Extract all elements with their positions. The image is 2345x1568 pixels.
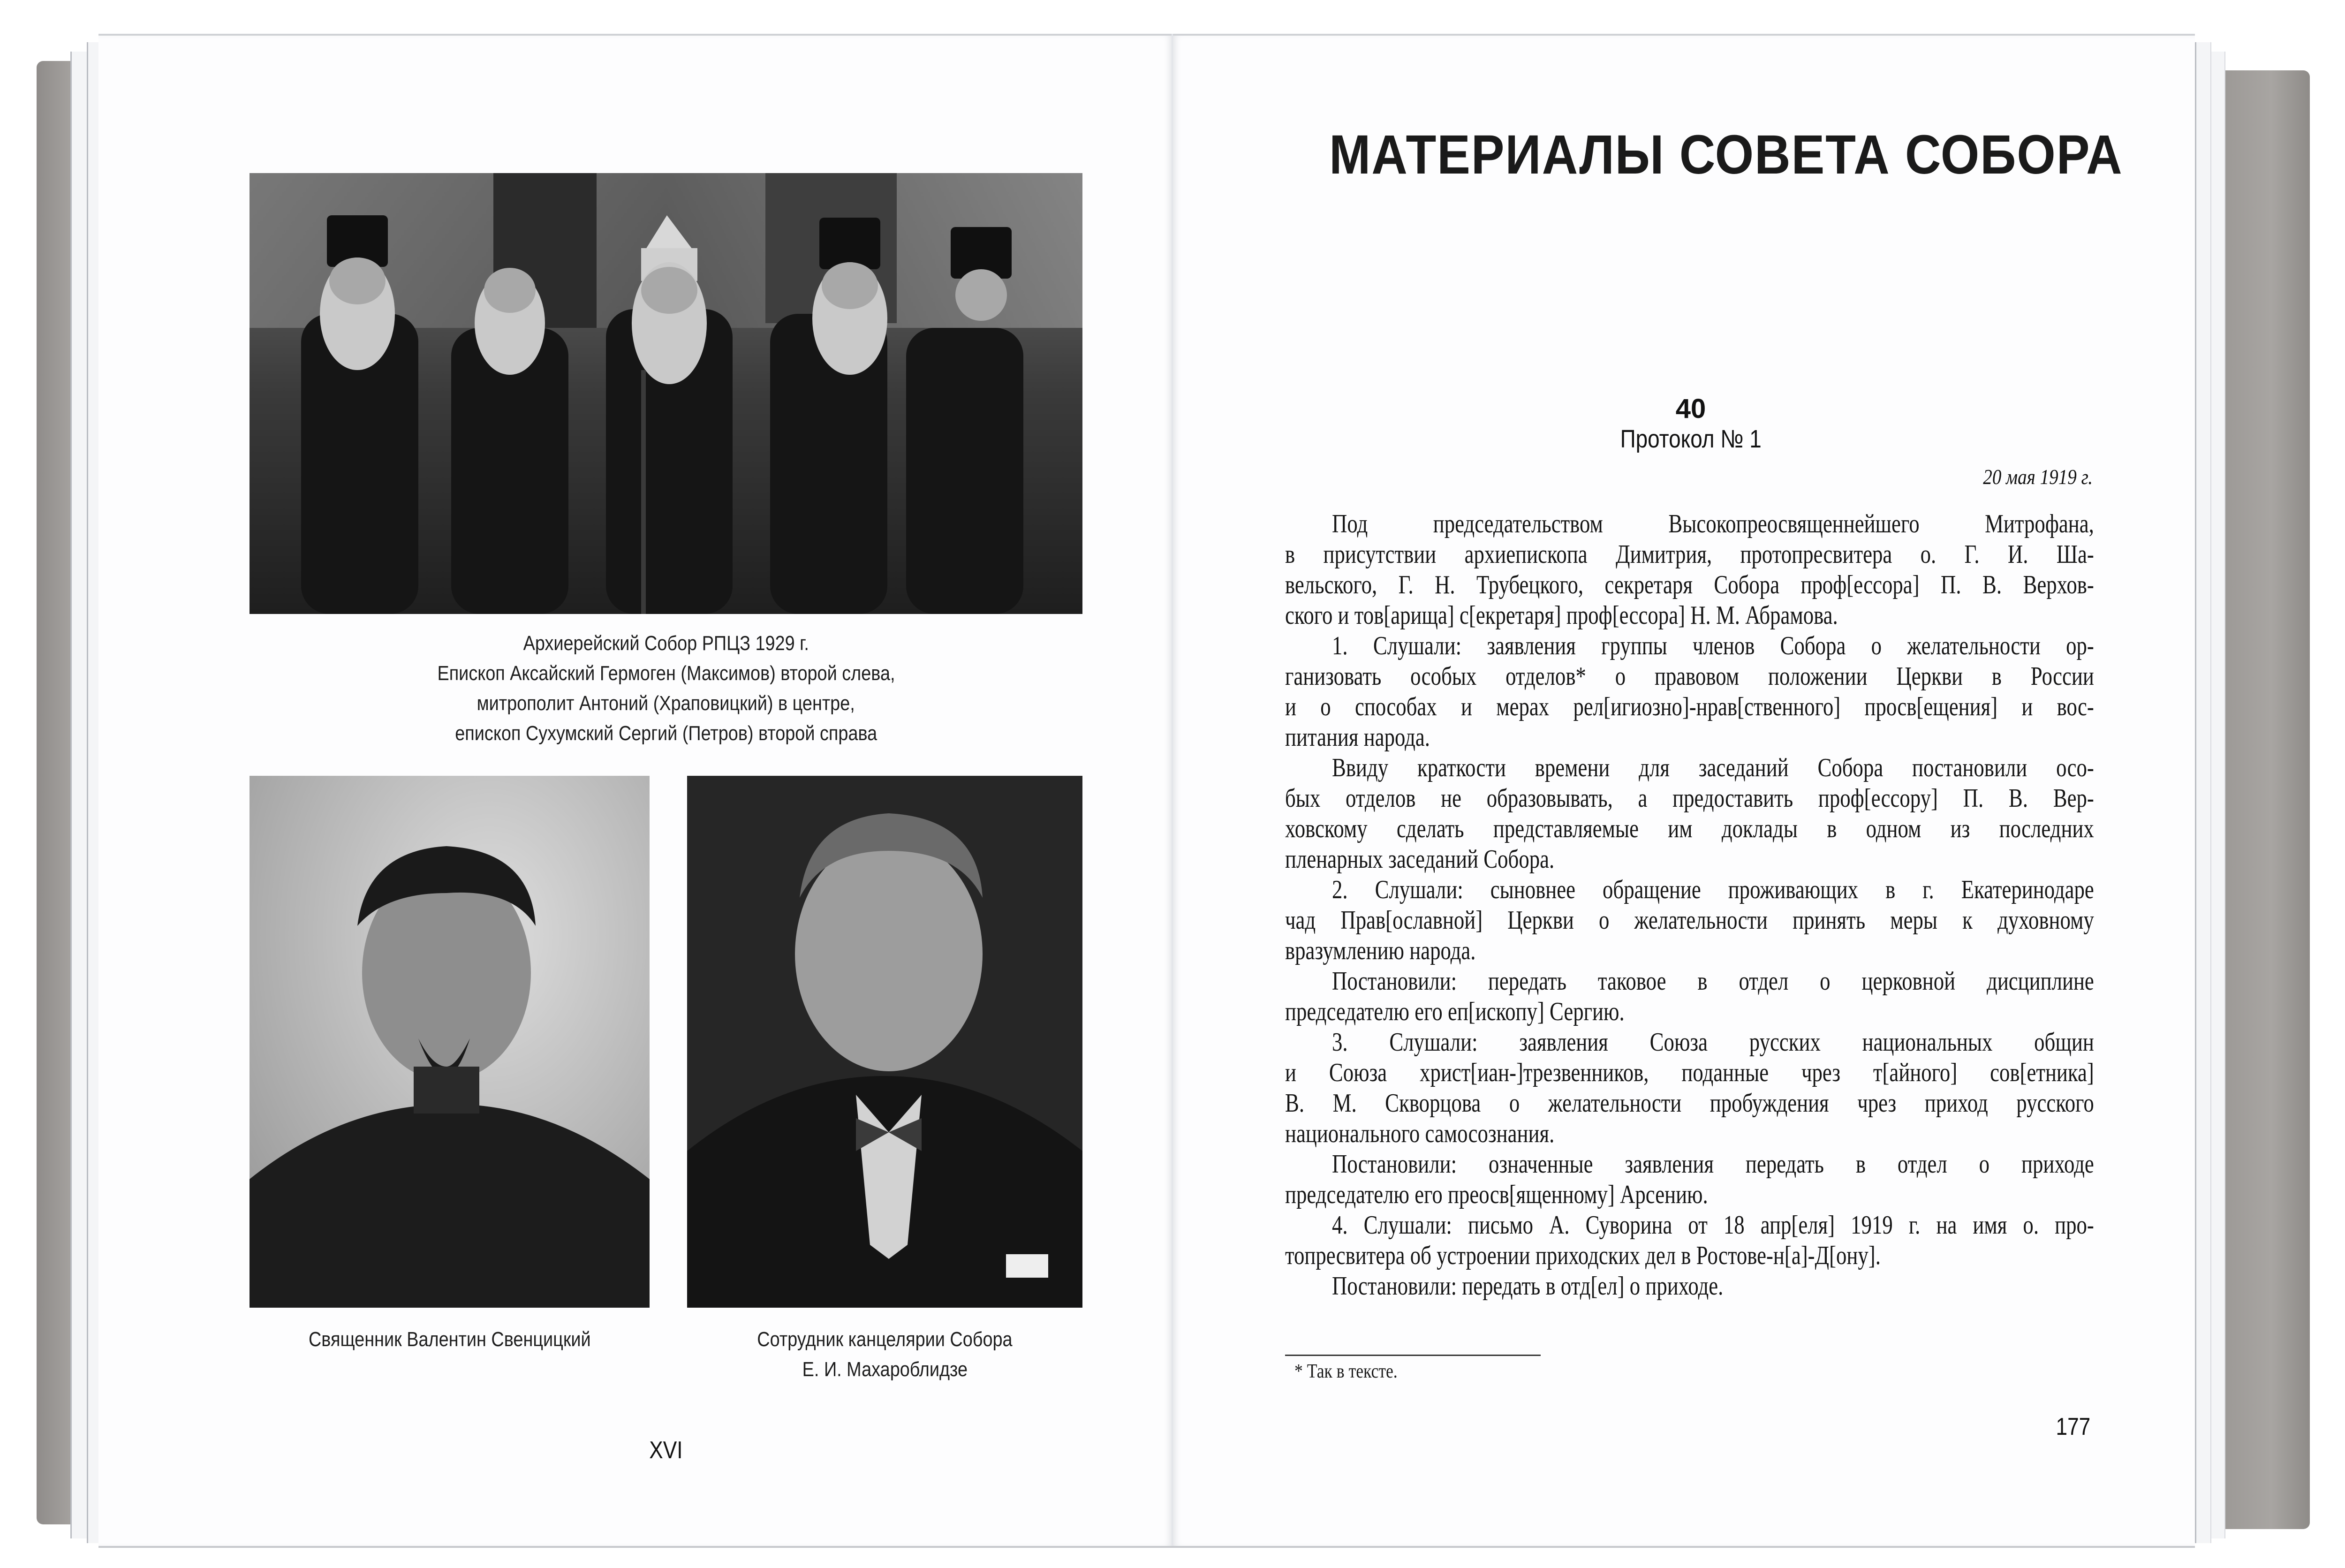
document-title-text: Протокол № 1: [1620, 425, 1762, 453]
body-line: Постановили: передать таковое в отдел о церковной дисциплине: [1332, 967, 2094, 996]
caption-line: Сотрудник канцелярии Собора: [757, 1328, 1013, 1351]
body-line: вразумлению народа.: [1285, 936, 1476, 965]
book-back-cover-right: [2214, 70, 2310, 1529]
document-number: 40: [1675, 394, 1706, 424]
caption-line: Е. И. Махароблидзе: [802, 1358, 968, 1381]
body-line: председателю его преосв[ященному] Арсению.: [1285, 1180, 1708, 1209]
caption-line: Епископ Аксайский Гермоген (Максимов) второй слева,: [437, 662, 895, 685]
body-line: Постановили: передать в отд[ел] о приходе.: [1332, 1272, 1724, 1301]
portrait-caption-makharoblidze: [687, 1325, 1082, 1385]
document-date-text: 20 мая 1919 г.: [1983, 465, 2093, 489]
right-page-number: [2035, 1413, 2110, 1441]
group-photo-caption: [250, 629, 1082, 749]
portrait-caption-sventsitsky: [250, 1325, 650, 1355]
body-line: топресвитера об устроении приходских дел в Ростове-н[а]-Д[ону].: [1285, 1241, 1881, 1270]
body-line: и Союза христ[иан-]трезвенников, поданные чрез т[айного] сов[етника]: [1285, 1058, 2094, 1087]
body-line: председателю его еп[ископу] Сергию.: [1285, 997, 1625, 1026]
body-line: ганизовать особых отделов* о правовом положении Церкви в России: [1285, 662, 2094, 691]
protocol-body: [1285, 509, 2094, 1302]
portrait-photo-sventsitsky: [250, 776, 650, 1308]
body-line: 3. Слушали: заявления Союза русских национальных общин: [1332, 1028, 2094, 1057]
body-line: в присутствии архиепископа Димитрия, протопресвитера о. Г. И. Ша-: [1285, 540, 2094, 569]
body-line: Под председательством Высокопреосвященнейшего Митрофана,: [1332, 509, 2094, 538]
footnote-text: * Так в тексте.: [1294, 1361, 1398, 1382]
body-line: Постановили: означенные заявления передать в отдел о приходе: [1332, 1150, 2094, 1179]
caption-line: епископ Сухумский Сергий (Петров) второй справа: [455, 722, 877, 745]
body-line: Ввиду краткости времени для заседаний Собора постановили осо-: [1332, 753, 2094, 782]
body-line: пленарных заседаний Собора.: [1285, 845, 1555, 874]
book-gutter: [1172, 34, 1173, 1545]
body-line: 1. Слушали: заявления группы членов Собора о желательности ор-: [1332, 631, 2094, 660]
page-number-text: XVI: [649, 1437, 683, 1464]
section-heading: [1285, 123, 2123, 187]
body-line: питания народа.: [1285, 723, 1430, 752]
body-line: национального самосознания.: [1285, 1119, 1555, 1148]
body-line: вельского, Г. Н. Трубецкого, секретаря Собора проф[ессора] П. В. Верхов-: [1285, 570, 2094, 599]
document-date: [1285, 464, 2093, 489]
portrait-photo-makharoblidze: [687, 776, 1082, 1308]
body-line: В. М. Скворцова о желательности пробуждения чрез приход русского: [1285, 1089, 2094, 1118]
body-line: бых отделов не образовывать, а предоставить проф[ессору] П. В. Вер-: [1285, 784, 2094, 813]
caption-line: Архиерейский Собор РПЦЗ 1929 г.: [523, 632, 809, 655]
page-number-text: 177: [2056, 1413, 2090, 1440]
caption-line: митрополит Антоний (Храповицкий) в центре,: [477, 692, 855, 715]
body-line: ховскому сделать представляемые им доклады в одном из последних: [1285, 814, 2094, 843]
body-line: и о способах и мерах рел[игиозно]-нрав[ственного] просв[ещения] и вос-: [1285, 692, 2094, 721]
page-stack-right-inner: [2195, 42, 2211, 1543]
body-line: 4. Слушали: письмо А. Суворина от 18 апр[еля] 1919 г. на имя о. про-: [1332, 1211, 2094, 1240]
document-title: [1285, 424, 2096, 454]
footnote: [1294, 1360, 1415, 1383]
left-page-number: [619, 1436, 713, 1464]
body-line: чад Прав[ославной] Церкви о желательности принять меры к духовному: [1285, 906, 2094, 935]
group-photo-bishops-council-1929: [250, 173, 1082, 614]
body-line: ского и тов[арища] с[екретаря] проф[ессора] Н. М. Абрамова.: [1285, 601, 1838, 630]
section-heading-text: МАТЕРИАЛЫ СОВЕТА СОБОРА: [1329, 124, 2123, 186]
body-line: 2. Слушали: сыновнее обращение проживающих в г. Екатеринодаре: [1332, 875, 2094, 904]
caption-line: Священник Валентин Свенцицкий: [308, 1328, 591, 1351]
footnote-rule: [1285, 1355, 1541, 1356]
